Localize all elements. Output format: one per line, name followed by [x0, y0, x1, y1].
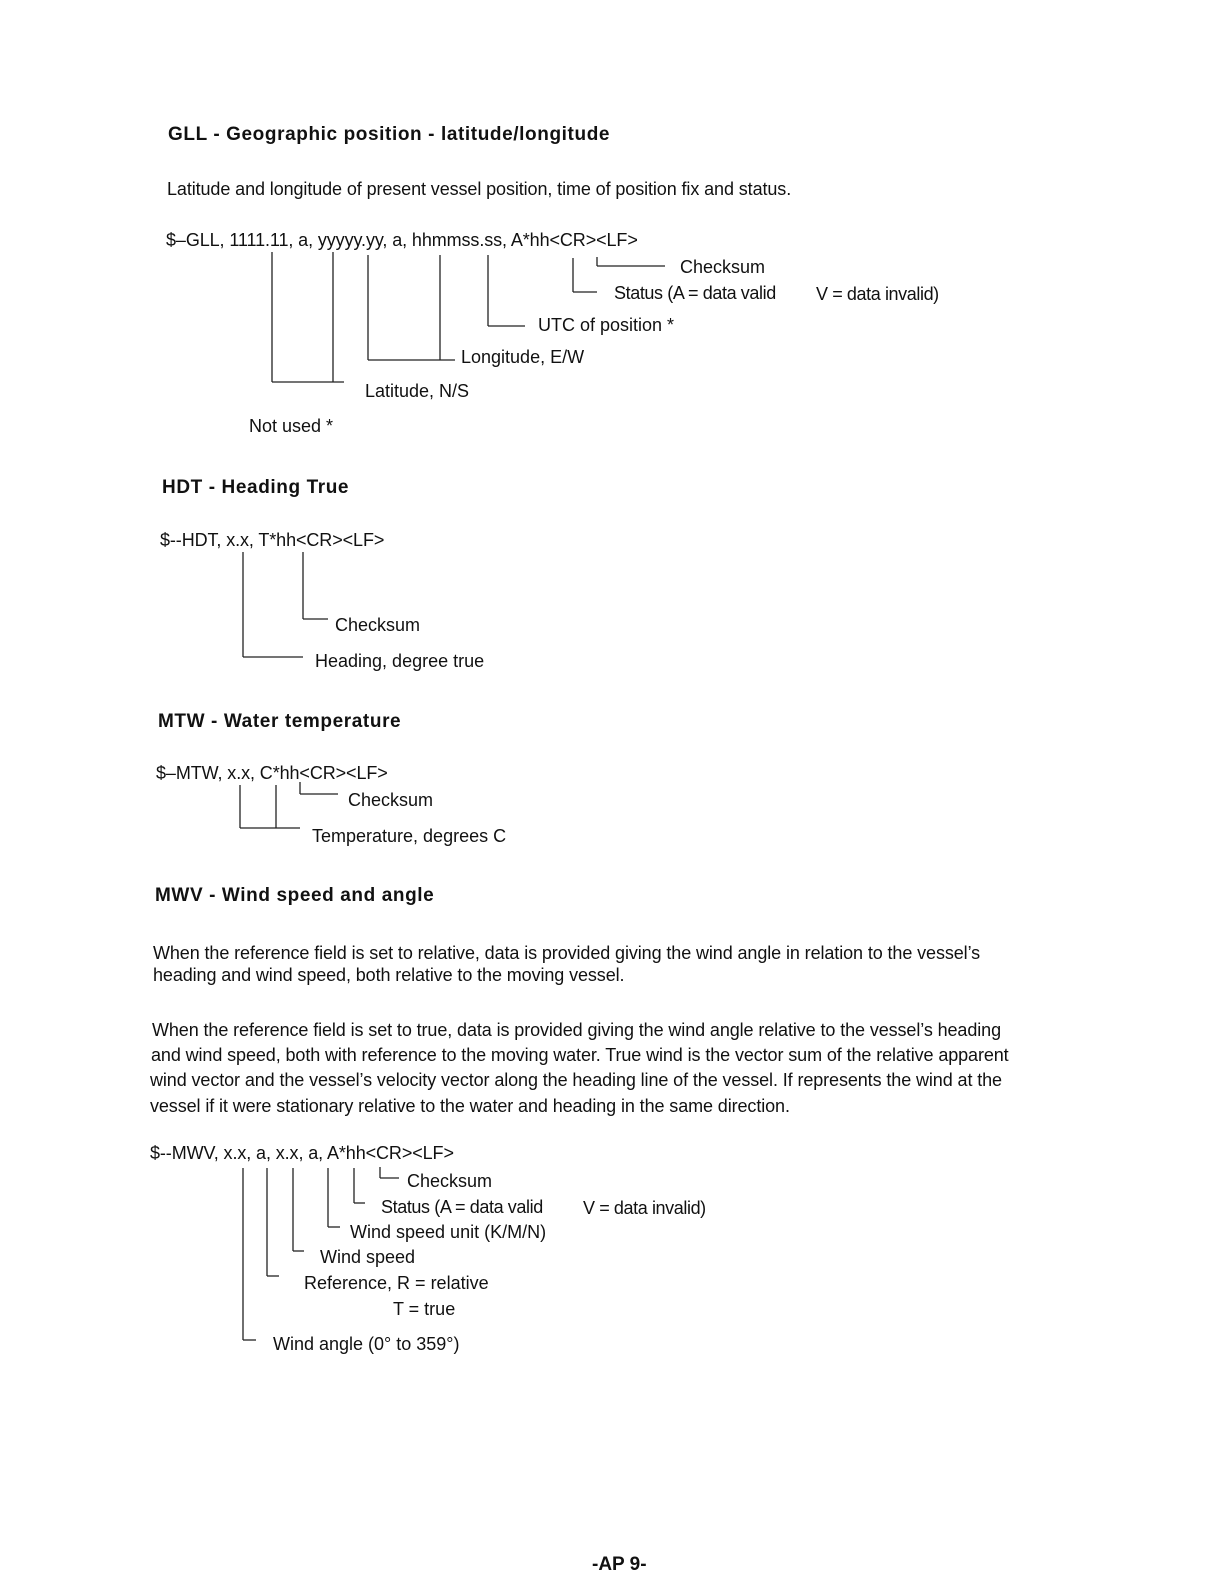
hdt-label-checksum: Checksum: [335, 615, 421, 635]
gll-sentence-format: $–GLL, 1111.11, a, yyyyy.yy, a, hhmmss.ss, A*hh<CR><LF>: [166, 230, 638, 250]
hdt-title: HDT - Heading True: [162, 477, 350, 498]
mwv-label-reference-true: T = true: [393, 1299, 456, 1319]
page-number: -AP 9-: [592, 1554, 647, 1575]
gll-description: Latitude and longitude of present vessel position, time of position fix and status.: [167, 179, 792, 199]
mwv-label-status-invalid: V = data invalid): [583, 1198, 706, 1218]
gll-label-status-invalid: V = data invalid): [816, 284, 939, 304]
mwv-label-checksum: Checksum: [407, 1171, 493, 1191]
gll-title: GLL - Geographic position - latitude/longitude: [168, 124, 611, 145]
hdt-sentence-format: $--HDT, x.x, T*hh<CR><LF>: [160, 530, 385, 550]
paragraph-line: When the reference field is set to relative, data is provided giving the wind angle in relation to the vessel’s: [153, 943, 981, 963]
mwv-label-speed-unit: Wind speed unit (K/M/N): [350, 1222, 547, 1242]
mwv-label-speed: Wind speed: [320, 1247, 416, 1267]
mtw-title: MTW - Water temperature: [158, 711, 402, 732]
paragraph-line: and wind speed, both with reference to the moving water. True wind is the vector sum of the relative apparent: [151, 1045, 1009, 1065]
gll-label-longitude: Longitude, E/W: [461, 347, 585, 367]
mtw-label-checksum: Checksum: [348, 790, 434, 810]
mwv-label-reference: Reference, R = relative: [304, 1273, 489, 1293]
mtw-label-temperature: Temperature, degrees C: [312, 826, 507, 846]
mwv-label-angle: Wind angle (0° to 359°): [273, 1334, 460, 1354]
paragraph-line: heading and wind speed, both relative to the moving vessel.: [153, 965, 625, 985]
hdt-label-heading: Heading, degree true: [315, 651, 485, 671]
gll-label-not-used: Not used *: [249, 416, 334, 436]
mwv-label-status: Status (A = data valid: [381, 1197, 543, 1217]
gll-label-utc: UTC of position *: [538, 315, 675, 335]
gll-label-status: Status (A = data valid: [614, 283, 776, 303]
mwv-title: MWV - Wind speed and angle: [155, 885, 435, 906]
paragraph-line: wind vector and the vessel’s velocity vector along the heading line of the vessel. If represents the wind at the: [150, 1070, 1002, 1090]
gll-label-latitude: Latitude, N/S: [365, 381, 470, 401]
mtw-sentence-format: $–MTW, x.x, C*hh<CR><LF>: [156, 763, 388, 783]
paragraph-line: When the reference field is set to true, data is provided giving the wind angle relative to the vessel’s heading: [152, 1020, 1001, 1040]
gll-label-checksum: Checksum: [680, 257, 766, 277]
mwv-sentence-format: $--MWV, x.x, a, x.x, a, A*hh<CR><LF>: [150, 1143, 454, 1163]
paragraph-line: vessel if it were stationary relative to the water and heading in the same direction.: [150, 1096, 790, 1116]
